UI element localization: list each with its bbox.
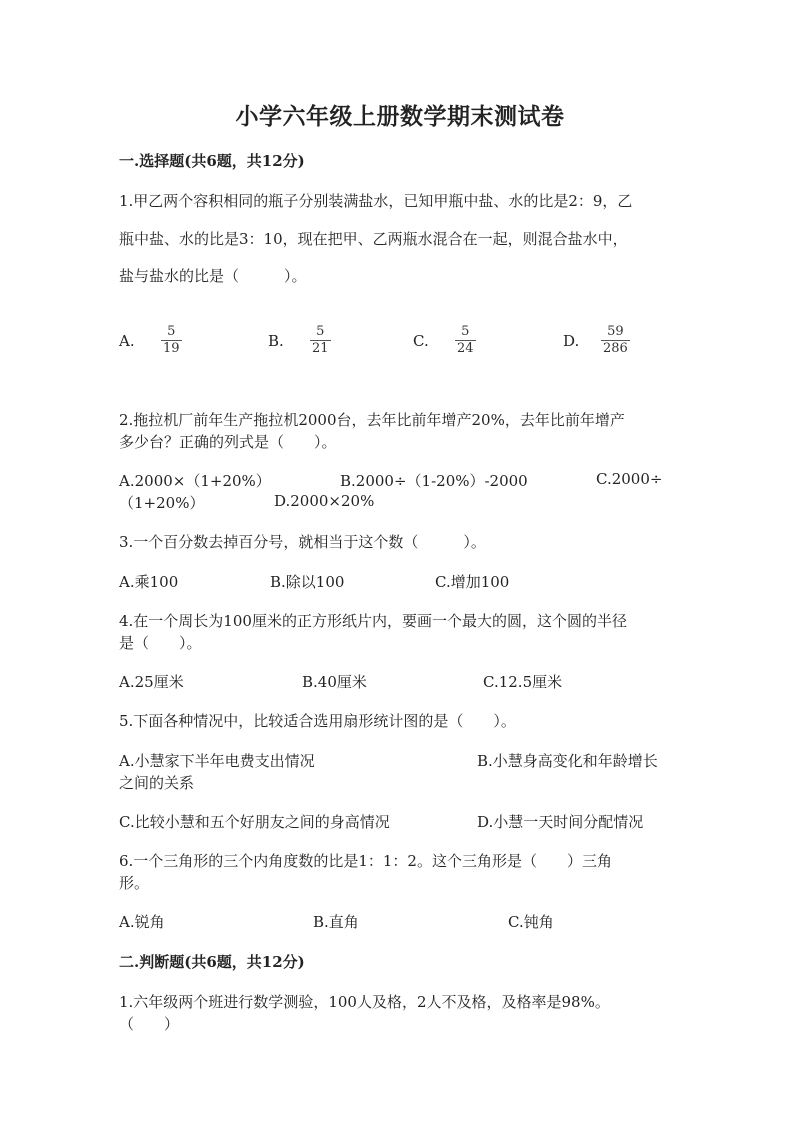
option-label: B. <box>268 332 284 350</box>
question-6-line-1: 6.一个三角形的三个内角度数的比是1：1：2。这个三角形是（ ）三角 <box>119 852 612 870</box>
question-2-line-2: 多少台？正确的列式是（ ）。 <box>119 433 337 451</box>
question-5-option-b[interactable]: B.小慧身高变化和年龄增长 <box>477 752 658 770</box>
question-4-option-c[interactable]: C.12.5厘米 <box>483 673 563 691</box>
question-2-option-c[interactable]: C.2000÷ <box>596 470 663 488</box>
question-4-option-a[interactable]: A.25厘米 <box>119 673 184 691</box>
question-4-line-1: 4.在一个周长为100厘米的正方形纸片内，要画一个最大的圆，这个圆的半径 <box>119 612 627 630</box>
fraction <box>601 324 630 357</box>
question-1-line-2: 瓶中盐、水的比是3：10，现在把甲、乙两瓶水混合在一起，则混合盐水中， <box>119 230 628 248</box>
exam-title: 小学六年级上册数学期末测试卷 <box>235 103 565 130</box>
denominator: 19 <box>163 341 180 356</box>
fraction <box>310 324 331 357</box>
question-1-line-1: 1.甲乙两个容积相同的瓶子分别装满盐水，已知甲瓶中盐、水的比是2：9，乙 <box>119 192 633 210</box>
denominator: 21 <box>312 341 329 356</box>
question-5-text: 5.下面各种情况中，比较适合选用扇形统计图的是（ ）。 <box>119 712 516 730</box>
question-5-option-c[interactable]: C.比较小慧和五个好朋友之间的身高情况 <box>119 813 390 831</box>
fraction <box>161 324 182 357</box>
question-6-line-2: 形。 <box>119 874 150 892</box>
question-1-line-3: 盐与盐水的比是（ ）。 <box>119 267 307 285</box>
denominator: 286 <box>603 341 628 356</box>
question-2-line-1: 2.拖拉机厂前年生产拖拉机2000台，去年比前年增产20%，去年比前年增产 <box>119 411 625 429</box>
question-4-option-b[interactable]: B.40厘米 <box>302 673 367 691</box>
numerator: 59 <box>607 324 624 339</box>
question-2-option-d[interactable]: D.2000×20% <box>274 492 375 510</box>
numerator: 5 <box>316 324 325 339</box>
numerator: 5 <box>461 324 470 339</box>
question-2-option-c-continued[interactable]: （1+20%） <box>119 494 205 512</box>
option-label: D. <box>563 332 580 350</box>
denominator: 24 <box>457 341 474 356</box>
section-heading-choice: 一.选择题(共6题，共12分) <box>119 152 305 170</box>
question-5-option-d[interactable]: D.小慧一天时间分配情况 <box>477 813 644 831</box>
numerator: 5 <box>167 324 176 339</box>
question-6-option-c[interactable]: C.钝角 <box>508 913 554 931</box>
judgement-1-line-1: 1.六年级两个班进行数学测验，100人及格，2人不及格，及格率是98%。 <box>119 993 610 1011</box>
question-5-option-b-continued[interactable]: 之间的关系 <box>119 774 195 792</box>
fraction <box>455 324 476 357</box>
option-label: C. <box>413 332 429 350</box>
question-5-option-a[interactable]: A.小慧家下半年电费支出情况 <box>119 752 315 770</box>
question-3-option-a[interactable]: A.乘100 <box>119 573 179 591</box>
option-label: A. <box>119 332 135 350</box>
section-heading-judgement: 二.判断题(共6题，共12分) <box>119 953 305 971</box>
question-3-option-b[interactable]: B.除以100 <box>270 573 345 591</box>
question-3-option-c[interactable]: C.增加100 <box>435 573 510 591</box>
question-3-text: 3.一个百分数去掉百分号，就相当于这个数（ ）。 <box>119 533 486 551</box>
question-6-option-a[interactable]: A.锐角 <box>119 913 165 931</box>
question-6-option-b[interactable]: B.直角 <box>313 913 359 931</box>
judgement-1-line-2[interactable]: （ ） <box>119 1015 180 1033</box>
question-2-option-a[interactable]: A.2000×（1+20%） <box>119 472 271 490</box>
question-4-line-2: 是（ ）。 <box>119 634 202 652</box>
question-2-option-b[interactable]: B.2000÷（1-20%）-2000 <box>340 472 528 490</box>
